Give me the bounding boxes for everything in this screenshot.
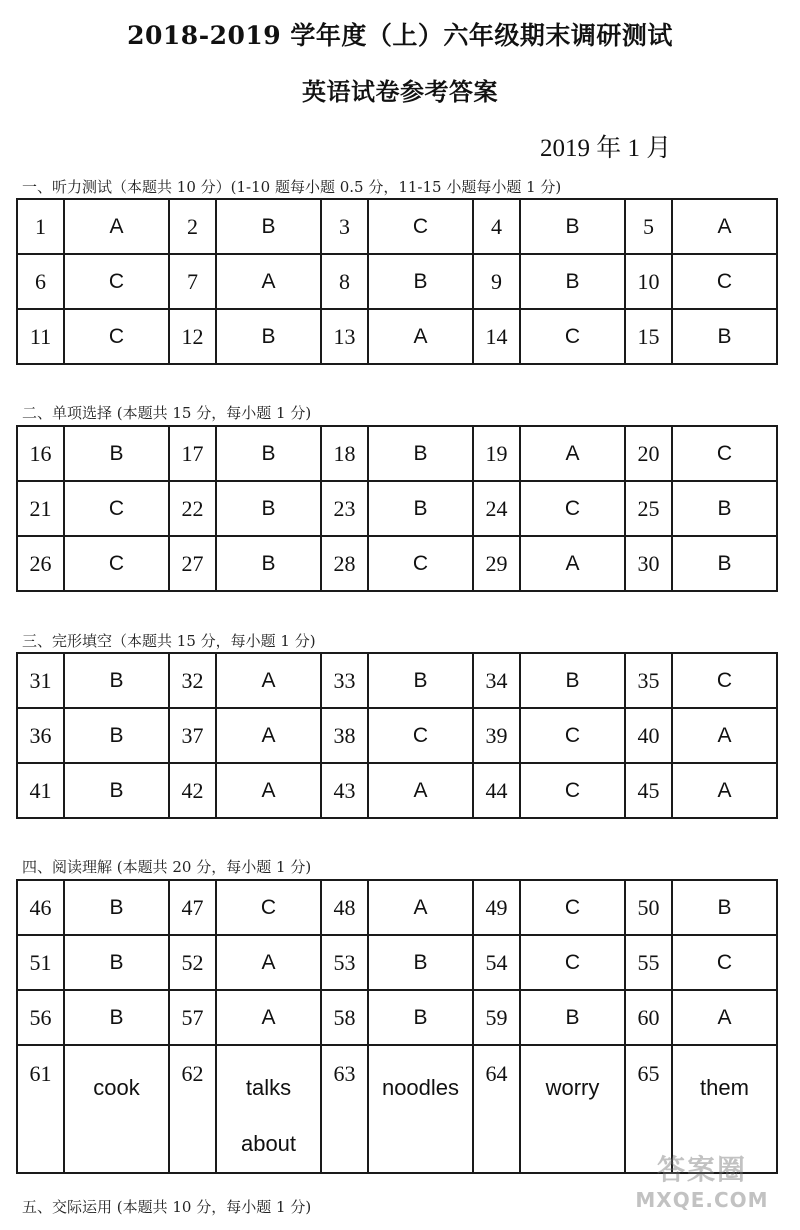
question-number: 27 xyxy=(169,536,216,591)
question-number: 13 xyxy=(321,309,368,364)
answer-cell: B xyxy=(368,481,473,536)
question-number: 39 xyxy=(473,708,520,763)
answer-cell: cook xyxy=(64,1045,169,1173)
question-number: 11 xyxy=(17,309,64,364)
question-number: 18 xyxy=(321,426,368,481)
question-number: 43 xyxy=(321,763,368,818)
answer-cell: B xyxy=(368,254,473,309)
answer-cell: B xyxy=(368,990,473,1045)
answer-cell: A xyxy=(216,990,321,1045)
question-number: 35 xyxy=(625,653,672,708)
question-number: 2 xyxy=(169,199,216,254)
answer-cell: A xyxy=(672,990,777,1045)
answer-cell: B xyxy=(520,199,625,254)
answer-cell: talks about xyxy=(216,1045,321,1173)
question-number: 21 xyxy=(17,481,64,536)
answer-cell: A xyxy=(672,199,777,254)
answer-cell: B xyxy=(64,935,169,990)
answer-cell: A xyxy=(216,254,321,309)
answer-cell: A xyxy=(216,708,321,763)
question-number: 5 xyxy=(625,199,672,254)
answer-cell: them xyxy=(672,1045,777,1173)
table-row xyxy=(17,990,777,1045)
question-number: 1 xyxy=(17,199,64,254)
question-number: 45 xyxy=(625,763,672,818)
question-number: 30 xyxy=(625,536,672,591)
question-number: 36 xyxy=(17,708,64,763)
question-number: 23 xyxy=(321,481,368,536)
answer-cell: B xyxy=(216,536,321,591)
question-number: 3 xyxy=(321,199,368,254)
answer-cell: B xyxy=(520,254,625,309)
answer-cell: B xyxy=(64,763,169,818)
section-label: 五、交际运用 (本题共 10 分，每小题 1 分) xyxy=(22,1198,312,1216)
answer-cell: A xyxy=(368,763,473,818)
question-number: 60 xyxy=(625,990,672,1045)
answer-cell: B xyxy=(216,199,321,254)
answer-cell: B xyxy=(64,708,169,763)
table-row xyxy=(17,653,777,708)
answer-cell: C xyxy=(64,481,169,536)
question-number: 10 xyxy=(625,254,672,309)
answer-cell: B xyxy=(520,653,625,708)
table-row xyxy=(17,880,777,935)
question-number: 58 xyxy=(321,990,368,1045)
page-subtitle: 英语试卷参考答案 xyxy=(302,77,498,106)
question-number: 26 xyxy=(17,536,64,591)
answer-cell: B xyxy=(672,880,777,935)
answer-cell: A xyxy=(672,763,777,818)
question-number: 12 xyxy=(169,309,216,364)
question-number: 55 xyxy=(625,935,672,990)
question-number: 6 xyxy=(17,254,64,309)
answer-cell: C xyxy=(520,935,625,990)
watermark-url: MXQE.COM xyxy=(635,1188,769,1212)
question-number: 41 xyxy=(17,763,64,818)
question-number: 54 xyxy=(473,935,520,990)
question-number: 51 xyxy=(17,935,64,990)
answer-cell: A xyxy=(216,653,321,708)
question-number: 4 xyxy=(473,199,520,254)
question-number: 40 xyxy=(625,708,672,763)
question-number: 33 xyxy=(321,653,368,708)
answer-cell: C xyxy=(216,880,321,935)
answer-cell: C xyxy=(672,935,777,990)
answer-cell: C xyxy=(64,254,169,309)
answer-cell: C xyxy=(64,536,169,591)
question-number: 46 xyxy=(17,880,64,935)
answer-cell: B xyxy=(520,990,625,1045)
answer-cell: C xyxy=(368,199,473,254)
section-label: 三、完形填空（本题共 15 分，每小题 1 分) xyxy=(22,632,316,650)
question-number: 59 xyxy=(473,990,520,1045)
answer-cell: B xyxy=(64,990,169,1045)
question-number: 24 xyxy=(473,481,520,536)
answer-cell: B xyxy=(368,426,473,481)
question-number: 22 xyxy=(169,481,216,536)
answer-cell: B xyxy=(216,481,321,536)
section-label: 二、单项选择 (本题共 15 分，每小题 1 分) xyxy=(22,404,312,422)
page-title: 2018-2019 学年度（上）六年级期末调研测试 xyxy=(127,21,673,50)
answer-cell: B xyxy=(672,536,777,591)
question-number: 37 xyxy=(169,708,216,763)
answer-cell: A xyxy=(216,935,321,990)
table-row xyxy=(17,935,777,990)
answer-cell: B xyxy=(368,935,473,990)
question-number: 29 xyxy=(473,536,520,591)
question-number: 47 xyxy=(169,880,216,935)
question-number: 28 xyxy=(321,536,368,591)
answer-cell: B xyxy=(64,653,169,708)
question-number: 32 xyxy=(169,653,216,708)
question-number: 31 xyxy=(17,653,64,708)
answer-cell: A xyxy=(64,199,169,254)
answer-cell: A xyxy=(672,708,777,763)
question-number: 15 xyxy=(625,309,672,364)
question-number: 16 xyxy=(17,426,64,481)
table-row xyxy=(17,309,777,364)
question-number: 25 xyxy=(625,481,672,536)
answer-cell: A xyxy=(216,763,321,818)
answer-table xyxy=(16,425,778,592)
answer-cell: C xyxy=(64,309,169,364)
answer-table xyxy=(16,198,778,365)
answer-table xyxy=(16,652,778,819)
question-number: 8 xyxy=(321,254,368,309)
answer-cell: worry xyxy=(520,1045,625,1173)
answer-cell: C xyxy=(520,763,625,818)
question-number: 20 xyxy=(625,426,672,481)
section-label: 四、阅读理解 (本题共 20 分，每小题 1 分) xyxy=(22,858,312,876)
answer-cell: C xyxy=(520,481,625,536)
question-number: 61 xyxy=(17,1045,64,1173)
question-number: 48 xyxy=(321,880,368,935)
table-row xyxy=(17,708,777,763)
answer-cell: C xyxy=(368,708,473,763)
question-number: 56 xyxy=(17,990,64,1045)
table-row xyxy=(17,763,777,818)
table-row xyxy=(17,199,777,254)
answer-cell: A xyxy=(520,536,625,591)
question-number: 63 xyxy=(321,1045,368,1173)
question-number: 7 xyxy=(169,254,216,309)
answer-cell: noodles xyxy=(368,1045,473,1173)
question-number: 49 xyxy=(473,880,520,935)
question-number: 52 xyxy=(169,935,216,990)
answer-cell: B xyxy=(672,481,777,536)
answer-cell: A xyxy=(520,426,625,481)
question-number: 53 xyxy=(321,935,368,990)
answer-cell: A xyxy=(368,880,473,935)
table-row xyxy=(17,481,777,536)
question-number: 42 xyxy=(169,763,216,818)
question-number: 65 xyxy=(625,1045,672,1173)
answer-cell: C xyxy=(672,426,777,481)
question-number: 19 xyxy=(473,426,520,481)
answer-table xyxy=(16,879,778,1174)
question-number: 64 xyxy=(473,1045,520,1173)
question-number: 57 xyxy=(169,990,216,1045)
question-number: 38 xyxy=(321,708,368,763)
answer-cell: C xyxy=(520,309,625,364)
answer-cell: B xyxy=(368,653,473,708)
answer-cell: C xyxy=(520,708,625,763)
section-label: 一、听力测试（本题共 10 分）(1-10 题每小题 0.5 分，11-15 小题每小题 1 分) xyxy=(22,178,562,196)
question-number: 34 xyxy=(473,653,520,708)
answer-cell: C xyxy=(520,880,625,935)
answer-cell: B xyxy=(64,426,169,481)
answer-cell: C xyxy=(672,653,777,708)
watermark-logo xyxy=(622,1152,782,1222)
question-number: 9 xyxy=(473,254,520,309)
answer-cell: B xyxy=(64,880,169,935)
exam-date: 2019 年 1 月 xyxy=(540,135,672,162)
table-row xyxy=(17,426,777,481)
table-row xyxy=(17,536,777,591)
question-number: 17 xyxy=(169,426,216,481)
question-number: 50 xyxy=(625,880,672,935)
answer-cell: B xyxy=(672,309,777,364)
answer-cell: C xyxy=(368,536,473,591)
answer-cell: B xyxy=(216,309,321,364)
question-number: 44 xyxy=(473,763,520,818)
question-number: 14 xyxy=(473,309,520,364)
watermark-text: 答案圈 xyxy=(656,1153,747,1186)
question-number: 62 xyxy=(169,1045,216,1173)
table-row xyxy=(17,254,777,309)
answer-cell: C xyxy=(672,254,777,309)
answer-cell: B xyxy=(216,426,321,481)
answer-cell: A xyxy=(368,309,473,364)
